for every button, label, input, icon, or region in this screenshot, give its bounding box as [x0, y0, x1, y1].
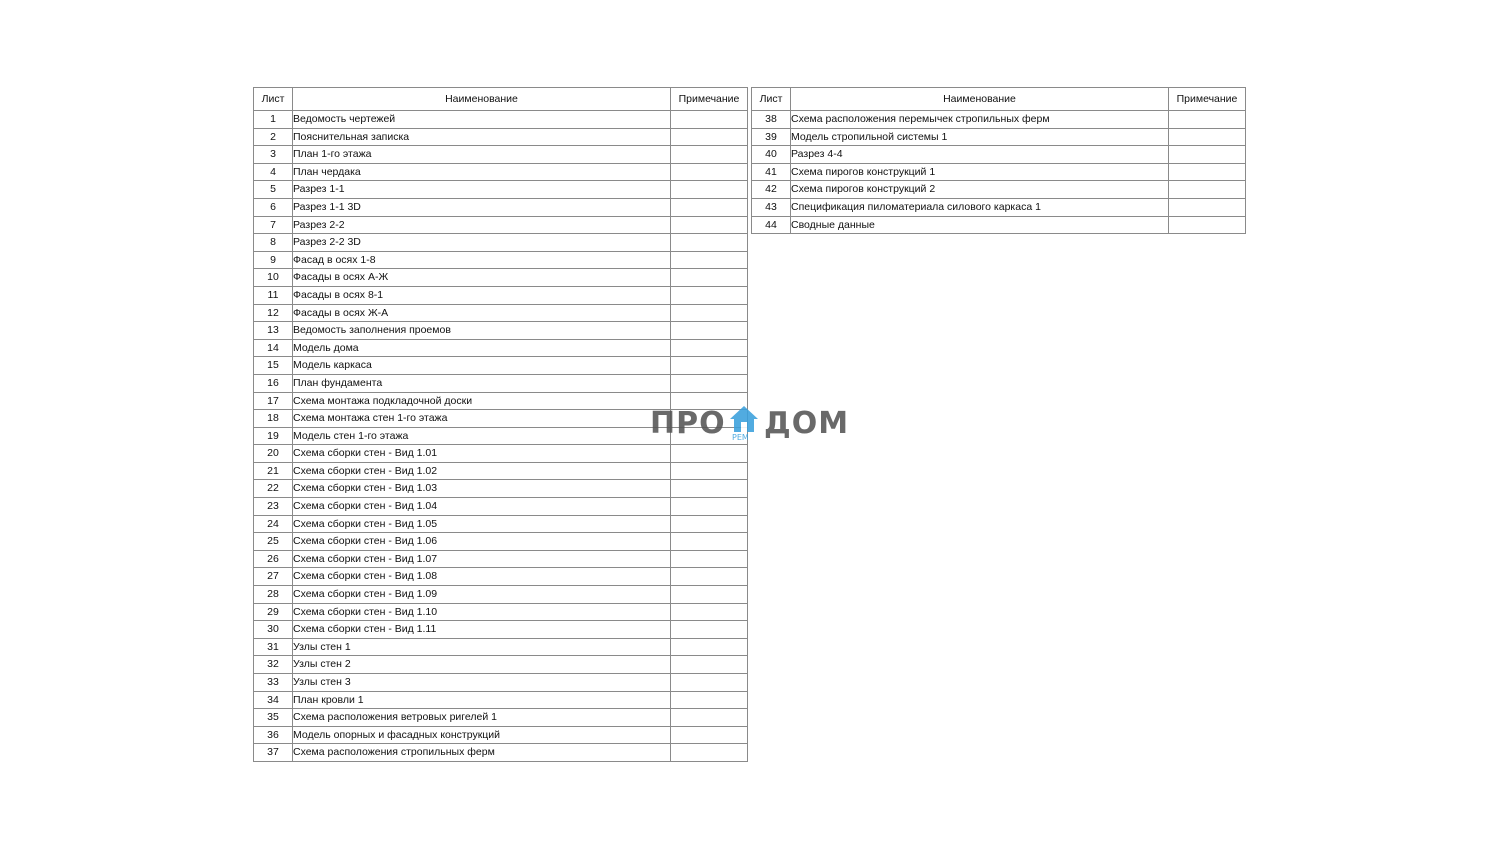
sheet-number-cell: 28	[254, 586, 293, 604]
sheet-note-cell	[671, 462, 748, 480]
table-row	[254, 462, 748, 480]
sheet-note-cell	[1169, 128, 1246, 146]
table-row	[752, 181, 1246, 199]
table-row	[254, 674, 748, 692]
table-row	[254, 163, 748, 181]
table-row	[254, 550, 748, 568]
sheet-name-cell: Схема монтажа стен 1-го этажа	[293, 410, 671, 428]
table-row	[752, 198, 1246, 216]
sheet-number-cell: 8	[254, 234, 293, 252]
watermark-logo	[650, 404, 850, 448]
sheet-number-cell: 25	[254, 533, 293, 551]
header-name: Наименование	[791, 88, 1169, 111]
sheet-number-cell: 36	[254, 726, 293, 744]
sheet-number-cell: 10	[254, 269, 293, 287]
sheet-name-cell: Фасады в осях 8-1	[293, 286, 671, 304]
table-row	[254, 216, 748, 234]
table-row	[254, 269, 748, 287]
header-sheet: Лист	[752, 88, 791, 111]
sheet-name-cell: Фасады в осях А-Ж	[293, 269, 671, 287]
table-row	[752, 128, 1246, 146]
table-row	[254, 515, 748, 533]
sheet-note-cell	[1169, 216, 1246, 234]
sheet-name-cell: Разрез 2-2	[293, 216, 671, 234]
table-row	[254, 480, 748, 498]
sheet-note-cell	[671, 163, 748, 181]
sheet-number-cell: 38	[752, 111, 791, 129]
table-row	[254, 568, 748, 586]
sheet-note-cell	[671, 198, 748, 216]
sheet-note-cell	[671, 216, 748, 234]
sheet-number-cell: 20	[254, 445, 293, 463]
sheet-name-cell: Разрез 1-1	[293, 181, 671, 199]
sheet-name-cell: Разрез 1-1 3D	[293, 198, 671, 216]
sheet-note-cell	[671, 304, 748, 322]
sheet-note-cell	[671, 146, 748, 164]
sheet-name-cell: Фасады в осях Ж-А	[293, 304, 671, 322]
house-icon	[728, 404, 760, 436]
sheet-note-cell	[671, 568, 748, 586]
sheet-name-cell: Схема монтажа подкладочной доски	[293, 392, 671, 410]
sheet-number-cell: 4	[254, 163, 293, 181]
sheet-name-cell: План 1-го этажа	[293, 146, 671, 164]
table-row	[254, 251, 748, 269]
sheet-note-cell	[671, 128, 748, 146]
watermark-text-left: ПРО	[650, 406, 726, 441]
sheet-name-cell: Разрез 4-4	[791, 146, 1169, 164]
sheet-name-cell: Схема пирогов конструкций 2	[791, 181, 1169, 199]
sheet-note-cell	[671, 550, 748, 568]
sheet-note-cell	[671, 621, 748, 639]
sheet-number-cell: 41	[752, 163, 791, 181]
sheet-number-cell: 15	[254, 357, 293, 375]
sheet-name-cell: Модель стропильной системы 1	[791, 128, 1169, 146]
sheet-note-cell	[671, 111, 748, 129]
sheet-name-cell: Сводные данные	[791, 216, 1169, 234]
sheet-number-cell: 16	[254, 374, 293, 392]
table-row	[752, 163, 1246, 181]
sheet-note-cell	[671, 586, 748, 604]
sheet-number-cell: 2	[254, 128, 293, 146]
table-row	[254, 234, 748, 252]
sheet-name-cell: Спецификация пиломатериала силового каркаса 1	[791, 198, 1169, 216]
sheet-note-cell	[671, 269, 748, 287]
sheet-number-cell: 35	[254, 709, 293, 727]
sheet-number-cell: 3	[254, 146, 293, 164]
sheet-number-cell: 9	[254, 251, 293, 269]
sheet-number-cell: 23	[254, 498, 293, 516]
sheet-note-cell	[671, 498, 748, 516]
sheet-note-cell	[671, 744, 748, 762]
sheet-number-cell: 6	[254, 198, 293, 216]
table-row	[254, 322, 748, 340]
sheet-number-cell: 11	[254, 286, 293, 304]
table-row	[254, 111, 748, 129]
sheet-name-cell: Модель каркаса	[293, 357, 671, 375]
sheet-note-cell	[1169, 163, 1246, 181]
sheet-note-cell	[671, 656, 748, 674]
table-row	[254, 621, 748, 639]
sheet-name-cell: Модель дома	[293, 339, 671, 357]
sheet-name-cell: Схема сборки стен - Вид 1.11	[293, 621, 671, 639]
sheet-number-cell: 22	[254, 480, 293, 498]
sheet-number-cell: 21	[254, 462, 293, 480]
sheet-number-cell: 14	[254, 339, 293, 357]
sheet-note-cell	[671, 709, 748, 727]
sheet-number-cell: 12	[254, 304, 293, 322]
sheet-name-cell: Схема сборки стен - Вид 1.02	[293, 462, 671, 480]
sheet-name-cell: План чердака	[293, 163, 671, 181]
sheet-number-cell: 33	[254, 674, 293, 692]
sheet-name-cell: Схема сборки стен - Вид 1.01	[293, 445, 671, 463]
sheet-name-cell: Пояснительная записка	[293, 128, 671, 146]
sheet-name-cell: Схема расположения ветровых ригелей 1	[293, 709, 671, 727]
sheet-number-cell: 29	[254, 603, 293, 621]
table-row	[254, 709, 748, 727]
sheet-number-cell: 37	[254, 744, 293, 762]
sheet-name-cell: Схема сборки стен - Вид 1.10	[293, 603, 671, 621]
sheet-name-cell: Схема сборки стен - Вид 1.08	[293, 568, 671, 586]
watermark-subtext: РЕМ	[732, 433, 749, 442]
table-row	[254, 339, 748, 357]
header-note: Примечание	[1169, 88, 1246, 111]
sheet-note-cell	[1169, 146, 1246, 164]
sheet-number-cell: 26	[254, 550, 293, 568]
sheet-note-cell	[671, 691, 748, 709]
table-row	[254, 198, 748, 216]
watermark-text-right: ДОМ	[764, 406, 850, 441]
sheet-number-cell: 34	[254, 691, 293, 709]
sheet-name-cell: Ведомость чертежей	[293, 111, 671, 129]
sheet-name-cell: План кровли 1	[293, 691, 671, 709]
sheet-number-cell: 31	[254, 638, 293, 656]
table-row	[254, 656, 748, 674]
sheet-note-cell	[1169, 198, 1246, 216]
sheet-note-cell	[671, 480, 748, 498]
table-row	[254, 374, 748, 392]
table-row	[752, 111, 1246, 129]
sheet-name-cell: Схема пирогов конструкций 1	[791, 163, 1169, 181]
table-row	[254, 146, 748, 164]
sheet-number-cell: 18	[254, 410, 293, 428]
table-row	[254, 603, 748, 621]
sheet-number-cell: 19	[254, 427, 293, 445]
sheet-number-cell: 1	[254, 111, 293, 129]
sheet-name-cell: Узлы стен 3	[293, 674, 671, 692]
table-row	[254, 533, 748, 551]
sheet-number-cell: 5	[254, 181, 293, 199]
sheet-name-cell: Схема расположения перемычек стропильных ферм	[791, 111, 1169, 129]
sheet-name-cell: Схема сборки стен - Вид 1.03	[293, 480, 671, 498]
sheet-number-cell: 43	[752, 198, 791, 216]
sheet-note-cell	[671, 357, 748, 375]
table-row	[254, 744, 748, 762]
table-header-row	[752, 88, 1246, 111]
sheet-number-cell: 40	[752, 146, 791, 164]
sheet-note-cell	[671, 533, 748, 551]
sheet-name-cell: Узлы стен 2	[293, 656, 671, 674]
sheet-name-cell: Разрез 2-2 3D	[293, 234, 671, 252]
sheet-name-cell: План фундамента	[293, 374, 671, 392]
drawing-list-table-right	[751, 87, 1246, 234]
sheet-note-cell	[671, 181, 748, 199]
sheet-number-cell: 24	[254, 515, 293, 533]
header-note: Примечание	[671, 88, 748, 111]
sheet-name-cell: Схема сборки стен - Вид 1.05	[293, 515, 671, 533]
sheet-number-cell: 17	[254, 392, 293, 410]
table-row	[254, 691, 748, 709]
sheet-note-cell	[671, 603, 748, 621]
sheet-name-cell: Схема сборки стен - Вид 1.04	[293, 498, 671, 516]
sheet-note-cell	[1169, 181, 1246, 199]
header-sheet: Лист	[254, 88, 293, 111]
sheet-name-cell: Схема сборки стен - Вид 1.06	[293, 533, 671, 551]
table-row	[752, 216, 1246, 234]
sheet-number-cell: 7	[254, 216, 293, 234]
table-row	[254, 726, 748, 744]
sheet-number-cell: 30	[254, 621, 293, 639]
sheet-name-cell: Схема сборки стен - Вид 1.07	[293, 550, 671, 568]
table-row	[254, 286, 748, 304]
sheet-name-cell: Фасад в осях 1-8	[293, 251, 671, 269]
sheet-number-cell: 42	[752, 181, 791, 199]
sheet-number-cell: 13	[254, 322, 293, 340]
table-row	[254, 498, 748, 516]
table-row	[254, 357, 748, 375]
header-name: Наименование	[293, 88, 671, 111]
sheet-name-cell: Модель опорных и фасадных конструкций	[293, 726, 671, 744]
table-row	[254, 181, 748, 199]
sheet-note-cell	[671, 322, 748, 340]
table-row	[254, 128, 748, 146]
sheet-name-cell: Схема сборки стен - Вид 1.09	[293, 586, 671, 604]
sheet-note-cell	[671, 515, 748, 533]
sheet-note-cell	[1169, 111, 1246, 129]
sheet-number-cell: 27	[254, 568, 293, 586]
table-header-row	[254, 88, 748, 111]
sheet-note-cell	[671, 339, 748, 357]
sheet-note-cell	[671, 374, 748, 392]
sheet-number-cell: 32	[254, 656, 293, 674]
sheet-note-cell	[671, 674, 748, 692]
sheet-name-cell: Ведомость заполнения проемов	[293, 322, 671, 340]
sheet-number-cell: 44	[752, 216, 791, 234]
sheet-number-cell: 39	[752, 128, 791, 146]
table-row	[254, 638, 748, 656]
table-row	[752, 146, 1246, 164]
sheet-note-cell	[671, 638, 748, 656]
table-body-right	[752, 111, 1246, 234]
sheet-note-cell	[671, 251, 748, 269]
sheet-note-cell	[671, 726, 748, 744]
sheet-name-cell: Модель стен 1-го этажа	[293, 427, 671, 445]
sheet-note-cell	[671, 234, 748, 252]
table-row	[254, 304, 748, 322]
sheet-name-cell: Узлы стен 1	[293, 638, 671, 656]
table-row	[254, 586, 748, 604]
sheet-note-cell	[671, 286, 748, 304]
sheet-name-cell: Схема расположения стропильных ферм	[293, 744, 671, 762]
